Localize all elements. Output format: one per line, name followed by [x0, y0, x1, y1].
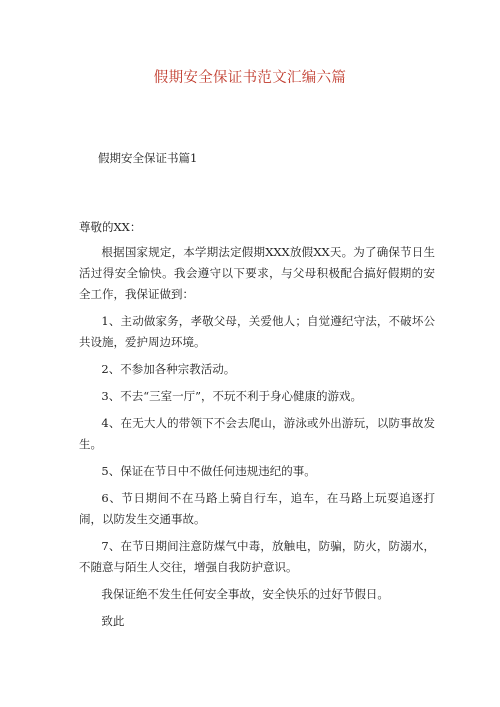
paragraph-closing: 致此: [101, 614, 125, 628]
paragraph-intro: 根据国家规定，本学期法定假期XXX放假XX天。为了确保节日生活过得安全愉快。我会遵守以下要求，与父母积极配合搞好假期的安全工作，我保证做到：: [79, 245, 435, 301]
paragraph-pledge: 我保证绝不发生任何安全事故，安全快乐的过好节假日。: [101, 587, 389, 601]
section-title: 假期安全保证书篇1: [98, 151, 198, 165]
salutation: 尊敬的XX：: [79, 220, 142, 234]
paragraph-item-1: 1、主动做家务，孝敬父母，关爱他人；自觉遵纪守法，不破坏公共设施，爱护周边环境。: [79, 314, 435, 349]
document-title: 假期安全保证书范文汇编六篇: [153, 70, 347, 86]
paragraph-item-5: 5、保证在节日中不做任何违规违纪的事。: [101, 464, 316, 478]
paragraph-item-3: 3、不去“三室一厅”，不玩不利于身心健康的游戏。: [101, 389, 362, 403]
paragraph-item-7: 7、在节日期间注意防煤气中毒，放触电，防骗，防火，防溺水，不随意与陌生人交往，增强自我防护意识。: [79, 539, 435, 574]
paragraph-item-4: 4、在无大人的带领下不会去爬山，游泳或外出游玩，以防事故发生。: [79, 416, 435, 451]
paragraph-item-2: 2、不参加各种宗教活动。: [101, 362, 236, 376]
paragraph-item-6: 6、节日期间不在马路上骑自行车，追车，在马路上玩耍追逐打闹，以防发生交通事故。: [79, 491, 435, 526]
document-body: [79, 217, 435, 638]
